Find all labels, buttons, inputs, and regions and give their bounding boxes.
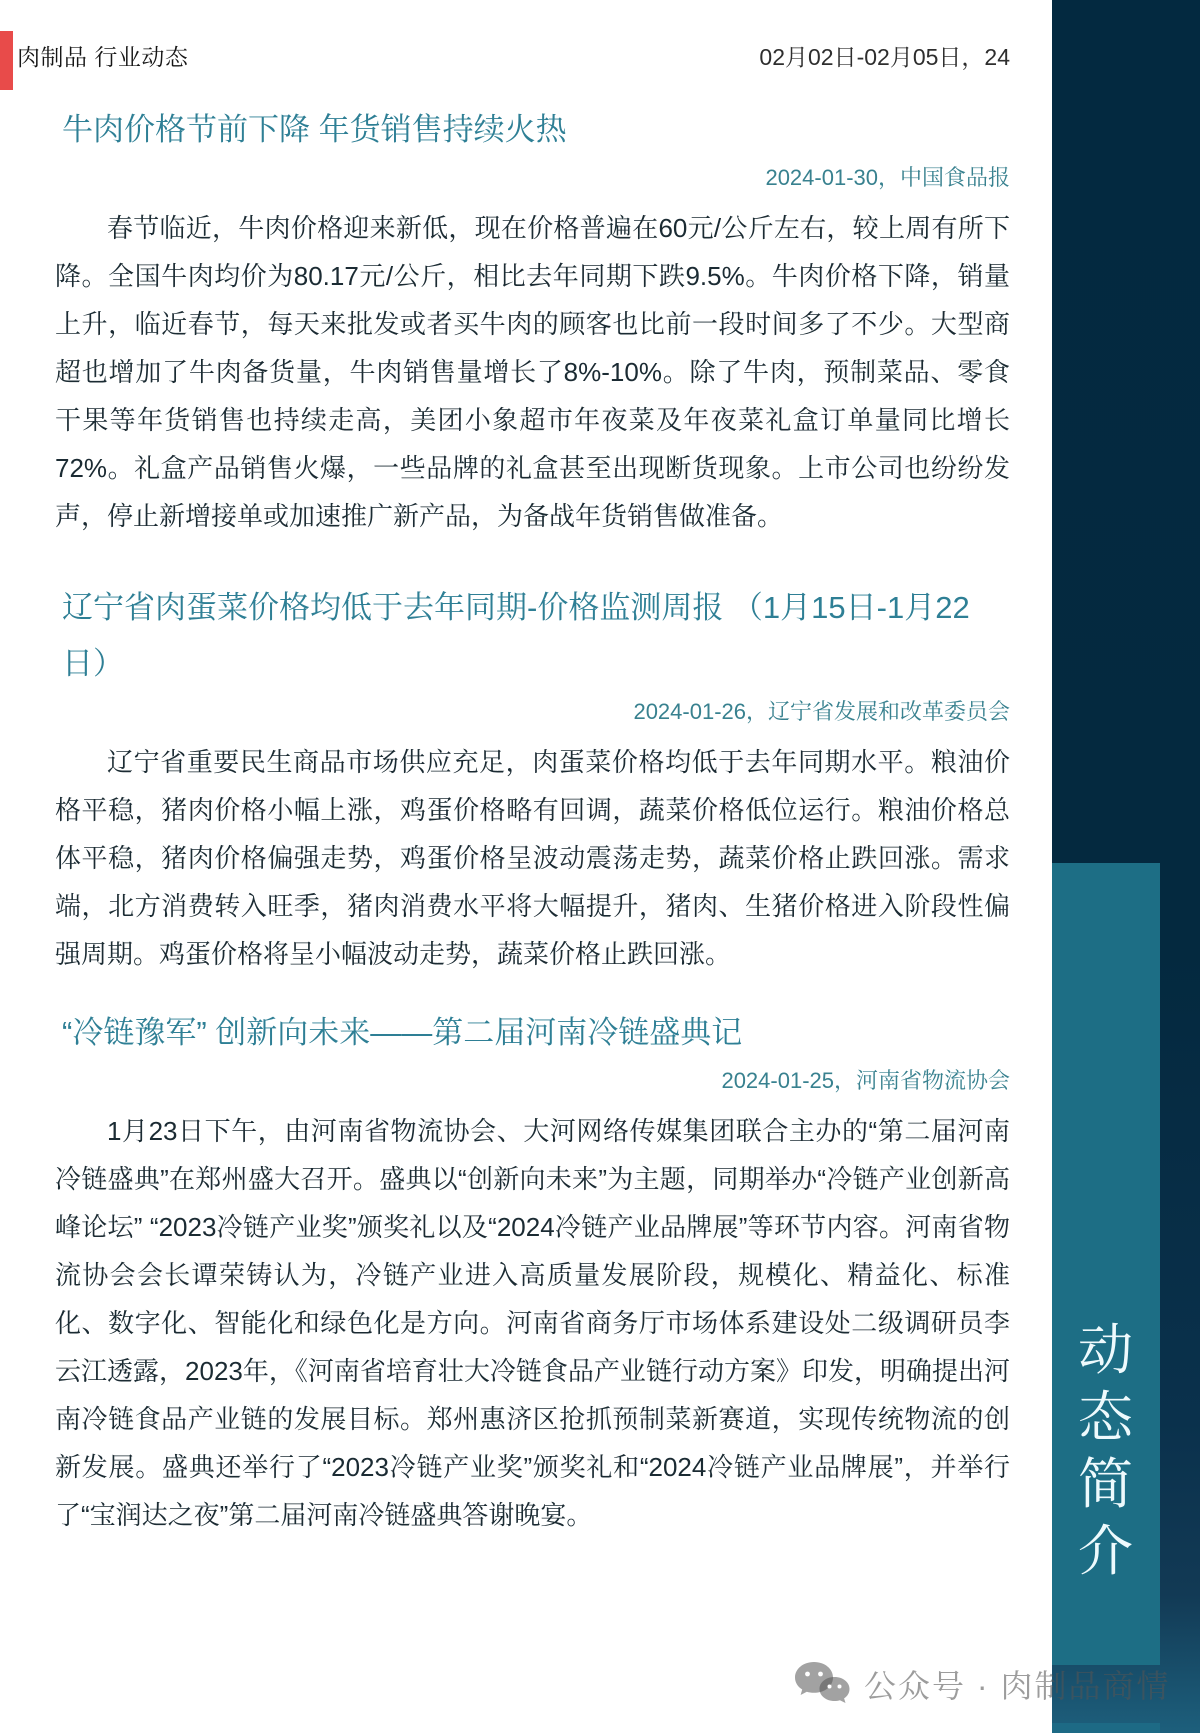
- article-title: 牛肉价格节前下降 年货销售持续火热: [62, 112, 567, 147]
- news-article: [55, 102, 1010, 540]
- header-category-label: 肉制品 行业动态: [17, 44, 189, 70]
- article-source-line: 2024-01-30，中国食品报: [765, 164, 1010, 190]
- section-tab: [1052, 863, 1160, 1665]
- header-date-range: 02月02日-02月05日，24: [759, 44, 1010, 70]
- article-source-line: 2024-01-25，河南省物流协会: [721, 1067, 1010, 1093]
- watermark: [793, 1660, 1170, 1707]
- news-article: [55, 1005, 1010, 1539]
- header-accent-bar: [0, 31, 13, 90]
- article-body: 春节临近，牛肉价格迎来新低，现在价格普遍在60元/公斤左右，较上周有所下降。全国牛肉均价为80.17元/公斤，相比去年同期下跌9.5%。牛肉价格下降，销量上升，临近春节，每天来批发或者买牛肉的顾客也比前一段时间多了不少。大型商超也增加了牛肉备货量，牛肉销售量增长了8%-10%。除了牛肉，预制菜品、零食干果等年货销售也持续走高，美团小象超市年夜菜及年夜菜礼盒订单量同比增长72%。礼盒产品销售火爆，一些品牌的礼盒甚至出现断货现象。上市公司也纷纷发声，停止新增接单或加速推广新产品，为备战年货销售做准备。: [55, 212, 1010, 531]
- wechat-bubbles-icon: [793, 1660, 851, 1707]
- watermark-text: 公众号 · 肉制品商情: [864, 1667, 1171, 1704]
- news-article: [55, 580, 1010, 978]
- bottom-teal-strip: [1052, 1723, 1160, 1733]
- article-title: “冷链豫军” 创新向未来——第二届河南冷链盛典记: [62, 1015, 743, 1050]
- article-source-line: 2024-01-26，辽宁省发展和改革委员会: [633, 698, 1010, 724]
- section-tab-label: 动态简介: [1078, 1319, 1134, 1583]
- article-body: 辽宁省重要民生商品市场供应充足，肉蛋菜价格均低于去年同期水平。粮油价格平稳，猪肉价格小幅上涨，鸡蛋价格略有回调，蔬菜价格低位运行。粮油价格总体平稳，猪肉价格偏强走势，鸡蛋价格呈波动震荡走势，蔬菜价格止跌回涨。需求端，北方消费转入旺季，猪肉消费水平将大幅提升，猪肉、生猪价格进入阶段性偏强周期。鸡蛋价格将呈小幅波动走势，蔬菜价格止跌回涨。: [55, 746, 1010, 969]
- article-title: 辽宁省肉蛋菜价格均低于去年同期-价格监测周报 （1月15日-1月22日）: [62, 590, 970, 681]
- article-body: 1月23日下午，由河南省物流协会、大河网络传媒集团联合主办的“第二届河南冷链盛典”在郑州盛大召开。盛典以“创新向未来”为主题，同期举办“冷链产业创新高峰论坛” “2023冷链产业奖”颁奖礼以及“2024冷链产业品牌展”等环节内容。河南省物流协会会长谭荣铸认为，冷链产业进入高质量发展阶段，规模化、精益化、标准化、数字化、智能化和绿色化是方向。河南省商务厅市场体系建设处二级调研员李云江透露，2023年，《河南省培育壮大冷链食品产业链行动方案》印发，明确提出河南冷链食品产业链的发展目标。郑州惠济区抢抓预制菜新赛道，实现传统物流的创新发展。盛典还举行了“2023冷链产业奖”颁奖礼和“2024冷链产业品牌展”，并举行了“宝润达之夜”第二届河南冷链盛典答谢晚宴。: [55, 1115, 1010, 1530]
